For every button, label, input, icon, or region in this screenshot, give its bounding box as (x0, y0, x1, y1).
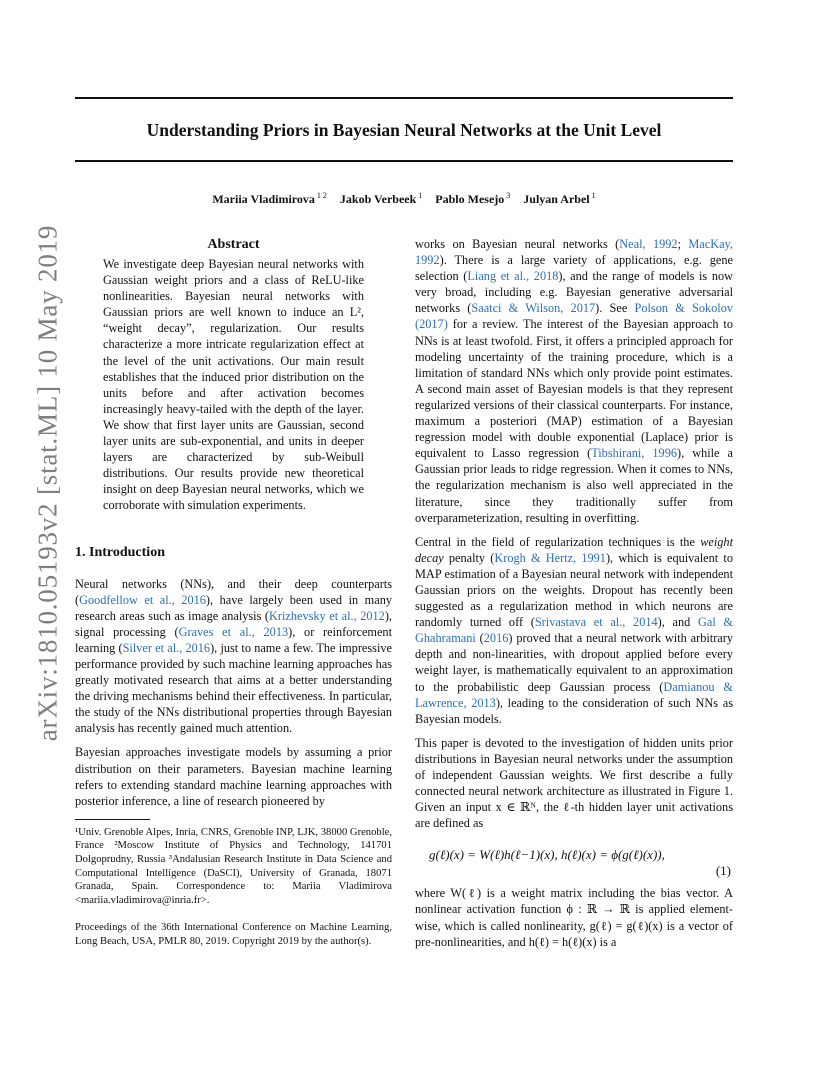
paper-title: Understanding Priors in Bayesian Neural Networks at the Unit Level (146, 120, 662, 140)
text-run: Neural networks (NNs), and their deep counterparts ( (75, 576, 392, 607)
text-run: ), just to name a few. The impressive performance provided by such machine learning approaches has greatly motivated research that aims at a better understanding the driving mechanisms behind their effectiveness. In particular, the study of the NNs distributional properties through Bayesian analysis has recently gained much attention. (75, 640, 392, 736)
text-run: ) proved that a neural network with arbitrary depth and non-linearities, with dropout applied before every weight layer, is mathematically equivalent to an approximation to the probabilistic deep Gaussian process ( (415, 631, 734, 694)
citation-link[interactable]: Damianou & Lawrence, 2013 (415, 679, 733, 710)
citation-link[interactable]: MacKay, 1992 (415, 237, 733, 268)
author-affiliation: 1 2 (316, 191, 327, 200)
left-column (75, 236, 392, 949)
author-name: Pablo Mesejo (435, 192, 505, 206)
author-affiliation: 1 (591, 191, 596, 200)
citation-link[interactable]: Gal & Ghahramani (415, 615, 733, 646)
text-run: Central in the field of regularization techniques is the (415, 534, 701, 549)
arxiv-stamp: arXiv:1810.05193v2 [stat.ML] 10 May 2019 (32, 224, 63, 742)
author-name: Julyan Arbel (523, 192, 590, 206)
right-paragraph-2 (415, 534, 733, 727)
text-run: ), and the range of models is now very broad, including e.g. Bayesian generative adversarial networks ( (415, 269, 733, 316)
citation-link[interactable]: Polson & Sokolov (2017) (415, 301, 734, 332)
citation-link[interactable]: Liang et al., 2018 (467, 269, 559, 284)
text-run: ), while a Gaussian prior leads to ridge regression. When it comes to NNs, the regularization mechanism is also well appreciated in the literature, since they traditionally suffer from overparameterization, resulting in overfitting. (415, 446, 733, 525)
citation-link[interactable]: Neal, 1992 (619, 237, 678, 251)
text-run: ), or reinforcement learning ( (75, 624, 392, 655)
author-affiliation: 1 (418, 191, 423, 200)
right-paragraph-3: This paper is devoted to the investigation of hidden units prior distributions in Bayesian neural networks under the assumption of independent Gaussian weights. We first describe a fully connected neural network architecture as illustrated in Figure 1. Given an input x ∈ ℝᴺ, the ℓ-th hidden layer unit activations are defined as (415, 735, 733, 831)
text-run: ), signal processing ( (75, 608, 392, 639)
section-heading-introduction: 1. Introduction (75, 544, 165, 560)
footnote-proceedings: Proceedings of the 36th International Conference on Machine Learning, Long Beach, USA, PMLR 80, 2019. Copyright 2019 by the author(s). (75, 922, 392, 947)
right-paragraph-1 (415, 236, 733, 526)
text-run: ), which is equivalent to MAP estimation of a Bayesian neural network with independent Gaussian priors on the weights. Dropout has recently been suggested as a regularization method in which neurons are randomly turned off ( (415, 550, 733, 630)
text-run: ), and (657, 615, 698, 630)
right-paragraph-4: where W(ℓ) is a weight matrix including the bias vector. A nonlinear activation function ϕ : ℝ → ℝ is applied element-wise, which is called nonlinearity, g(ℓ) = g(ℓ)(x) is a vector of pre-nonlinearities, and h(ℓ) = h(ℓ)(x) is a (415, 886, 733, 949)
text-run: works on Bayesian neural networks ( (415, 237, 620, 251)
abstract-heading: Abstract (207, 237, 260, 252)
equation-number: (1) (715, 863, 731, 879)
citation-link[interactable]: Tibshirani, 1996 (591, 446, 677, 461)
equation-1 (415, 841, 733, 877)
abstract-text: We investigate deep Bayesian neural networks with Gaussian weight priors and a class of ReLU-like nonlinearities. Bayesian neural networks with Gaussian priors are well known to induce an L², “weight decay”, regularization. Our results characterize a more intricate regularization effect at the level of the unit activations. Our main result establishes that the induced prior distribution on the units before and after activation becomes increasingly heavy-tailed with the depth of the layer. We show that first layer units are Gaussian, second layer units are sub-exponential, and units in deeper layers are characterized by sub-Weibull distributions. Our results provide new theoretical insight on deep Bayesian neural networks, which we corroborate with simulation experiments. (103, 257, 364, 513)
text-run: ). See (595, 301, 635, 316)
title-top-rule (75, 97, 733, 99)
author-name: Jakob Verbeek (339, 192, 417, 206)
title-bottom-rule (75, 160, 733, 162)
citation-link[interactable]: Krizhevsky et al., 2012 (269, 608, 385, 623)
emphasis-term: weight decay (415, 534, 733, 565)
footnote-rule (75, 819, 150, 820)
text-run: ; (677, 237, 689, 251)
citation-link[interactable]: Graves et al., 2013 (178, 624, 289, 639)
intro-paragraph-2: Bayesian approaches investigate models by assuming a prior distribution on their parameters. Bayesian machine learning refers to extending standard machine learning approaches with posterior inference, a line of research pioneered by (75, 745, 392, 808)
citation-link[interactable]: Silver et al., 2016 (122, 640, 211, 655)
footnote-affiliations: ¹Univ. Grenoble Alpes, Inria, CNRS, Grenoble INP, LJK, 38000 Grenoble, France ²Moscow Institute of Physics and Technology, 141701 Dolgoprudny, Russia ³Andalusian Research Institute in Data Science and Computational Intelligence (DaSCI), University of Granada, 18071 Granada, Spain. Correspondence to: Mariia Vladimirova <mariia.vladimirova@inria.fr>. (75, 826, 392, 906)
text-run: ( (475, 631, 484, 646)
right-column (415, 236, 733, 950)
text-run: ). There is a large variety of applications, e.g. gene selection ( (415, 253, 733, 284)
citation-link[interactable]: Krogh & Hertz, 1991 (494, 550, 606, 565)
author-name: Mariia Vladimirova (212, 192, 315, 206)
citation-link[interactable]: Srivastava et al., 2014 (534, 615, 658, 630)
author-list (75, 191, 733, 207)
citation-link[interactable]: Goodfellow et al., 2016 (79, 592, 206, 607)
text-run: penalty ( (443, 550, 495, 565)
text-run: ), have largely been used in many research areas such as image analysis ( (75, 592, 392, 623)
author-affiliation: 3 (506, 191, 511, 200)
text-run: ), leading to the consideration of such NNs as Bayesian models. (415, 695, 733, 726)
intro-paragraph-1 (75, 576, 392, 737)
text-run: for a review. The interest of the Bayesian approach to NNs is at least twofold. First, it offers a principled approach for modeling uncertainty of the training procedure, which is a limitation of standard NNs which only provide point estimates. A second main asset of Bayesian models is that they represent regularized versions of their classical counterparts. For instance, maximum a posteriori (MAP) estimation of a Bayesian regression model with double exponential (Laplace) prior is equivalent to Lasso regression ( (415, 317, 733, 461)
equation-body: g(ℓ)(x) = W(ℓ)h(ℓ−1)(x), h(ℓ)(x) = ϕ(g(ℓ)(x)), (429, 847, 665, 863)
citation-link[interactable]: Saatci & Wilson, 2017 (471, 301, 596, 316)
citation-link[interactable]: 2016 (483, 631, 509, 646)
